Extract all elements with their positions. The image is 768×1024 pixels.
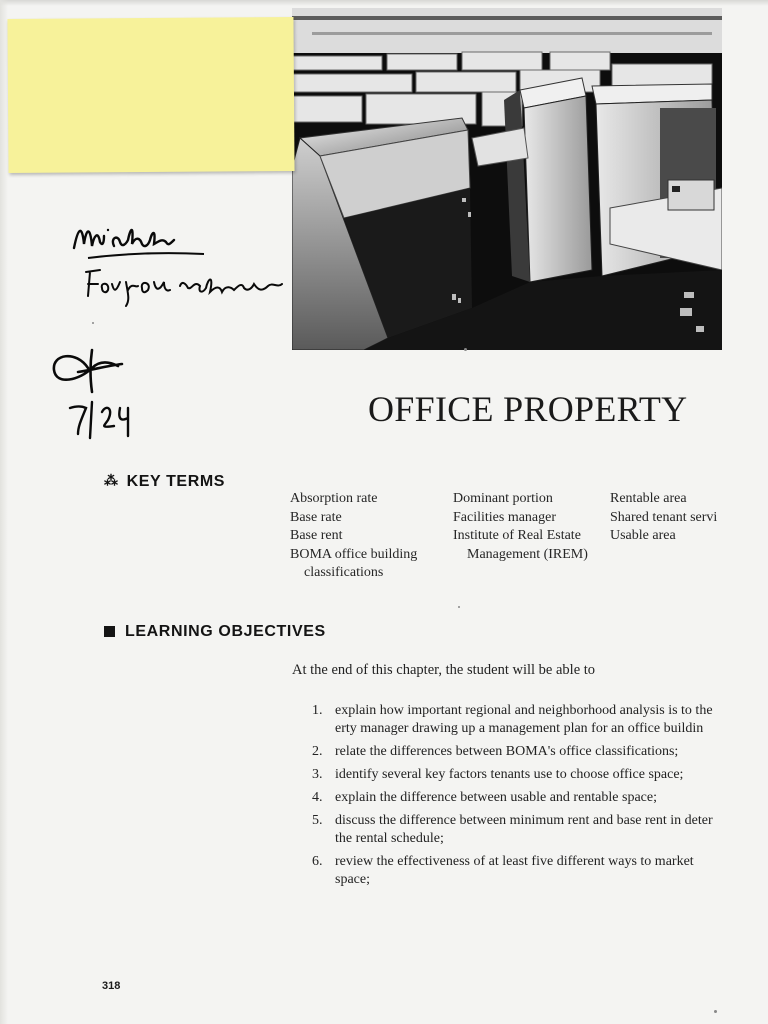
objective-item (312, 812, 728, 848)
key-term: Absorption rate (290, 491, 378, 506)
key-term: BOMA office building (290, 546, 418, 562)
objective-text: explain how important regional and neighborhood analysis is to the (335, 703, 713, 718)
key-term: Facilities manager (453, 509, 557, 525)
learning-objectives-heading-text: LEARNING OBJECTIVES (125, 623, 326, 640)
photo-illustration (292, 8, 722, 350)
objective-item (312, 853, 728, 889)
page-left-edge (0, 0, 8, 1024)
key-term: Dominant portion (453, 491, 553, 506)
scan-speck (714, 1010, 717, 1013)
objective-number: 2. (312, 744, 323, 759)
objective-number: 5. (312, 813, 323, 828)
key-term: Rentable area (610, 491, 687, 506)
key-term: Shared tenant servi (610, 509, 718, 525)
key-terms-heading (104, 472, 225, 491)
page-top-edge (0, 0, 768, 6)
objective-item (312, 766, 728, 784)
scan-speck (92, 322, 94, 324)
key-term: Usable area (610, 528, 676, 543)
key-terms-heading-text: KEY TERMS (126, 473, 226, 490)
objective-text: the rental schedule; (335, 831, 444, 846)
objectives-list (312, 702, 728, 894)
objective-text: discuss the difference between minimum rent and base rent in deter (335, 813, 713, 828)
objective-number: 3. (312, 767, 323, 782)
handwritten-name (70, 218, 210, 264)
objective-text: space; (335, 872, 370, 887)
handwritten-date (66, 400, 136, 440)
objectives-intro: At the end of this chapter, the student will be able to (292, 662, 596, 678)
objective-item (312, 789, 728, 807)
key-term: Institute of Real Estate (453, 528, 581, 543)
objective-text: relate the differences between BOMA's office classifications; (335, 744, 679, 759)
key-term-continuation: classifications (304, 565, 384, 580)
key-terms-column-3 (610, 490, 768, 546)
objective-text: explain the difference between usable and rentable space; (335, 790, 657, 805)
objective-text: review the effectiveness of at least five different ways to market (335, 854, 694, 869)
objective-number: 1. (312, 703, 323, 718)
key-term: Base rent (290, 528, 343, 543)
objective-text: erty manager drawing up a management plan for an office buildin (335, 721, 704, 736)
learning-objectives-heading (104, 623, 326, 641)
sticky-note (7, 17, 294, 173)
office-cubicles-photo (292, 8, 722, 350)
handwritten-initials (48, 344, 128, 396)
chapter-title: OFFICE PROPERTY (368, 389, 688, 429)
key-terms-column-2 (453, 490, 588, 564)
key-terms-column-1 (290, 490, 417, 583)
objective-text: identify several key factors tenants use to choose office space; (335, 767, 684, 782)
page-number: 318 (102, 980, 121, 992)
objective-number: 4. (312, 790, 323, 805)
scan-speck (464, 348, 467, 351)
key-term: Base rate (290, 509, 342, 525)
scan-speck (458, 606, 460, 608)
square-bullet-icon (104, 626, 115, 637)
objective-number: 6. (312, 854, 323, 869)
key-term-continuation: Management (IREM) (467, 546, 588, 562)
key-terms-bullet-icon: ⁂ (104, 472, 119, 488)
objective-item (312, 743, 728, 761)
objective-item (312, 702, 728, 738)
handwritten-note (82, 264, 292, 310)
